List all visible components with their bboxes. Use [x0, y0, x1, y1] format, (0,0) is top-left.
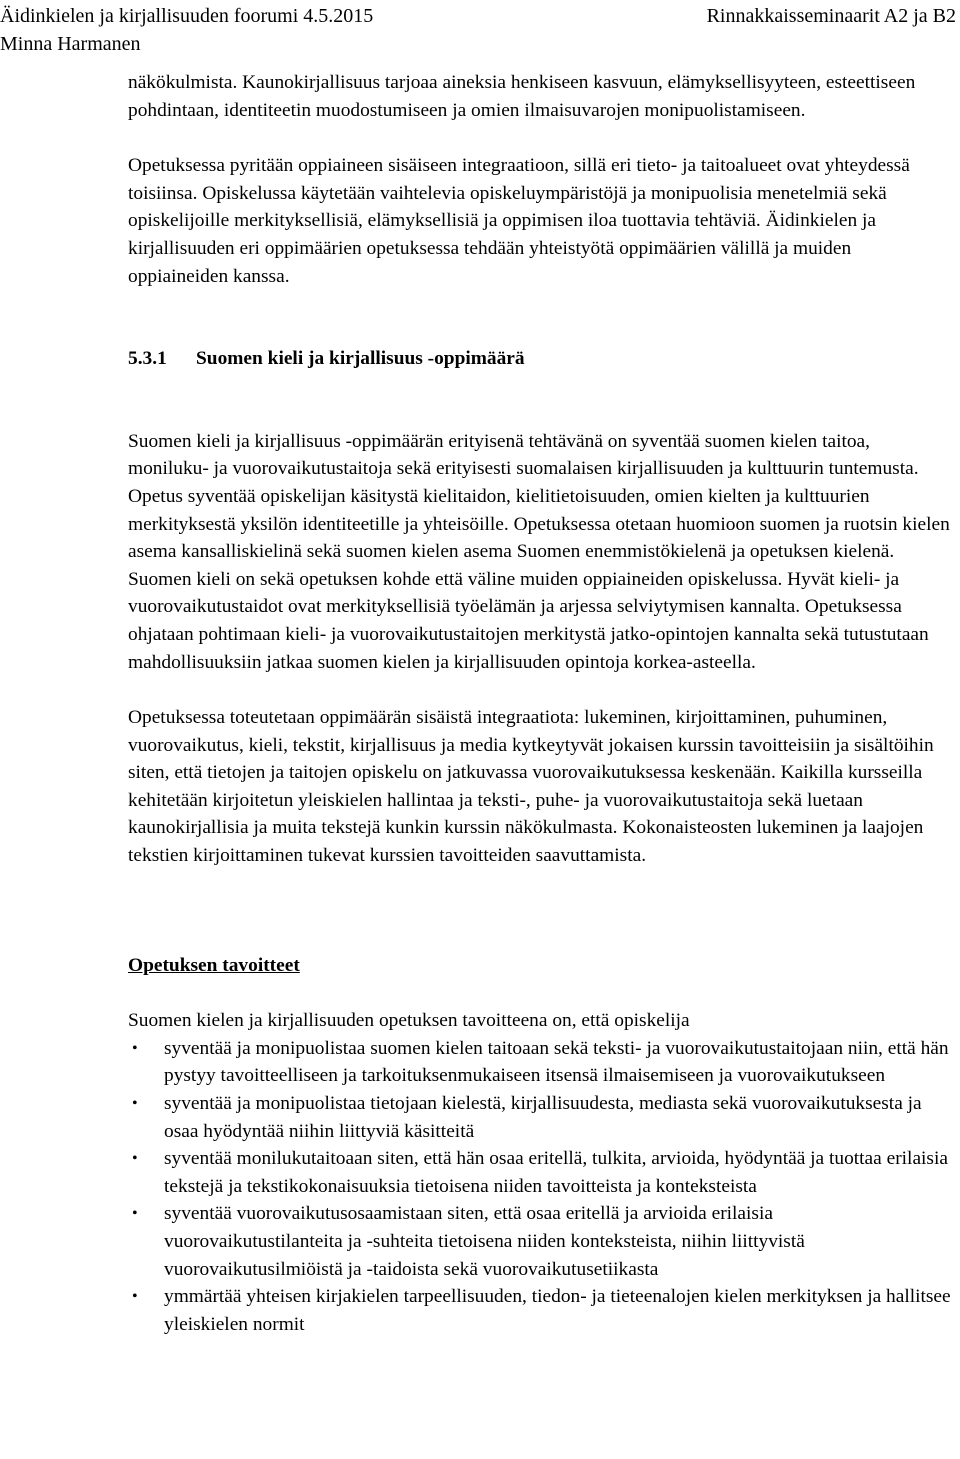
header-row-2	[0, 30, 960, 58]
intro-paragraph-1: näkökulmista. Kaunokirjallisuus tarjoaa aineksia henkiseen kasvuun, elämyksellisyyteen, esteettiseen pohdintaan, identiteetin muodostumiseen ja omien ilmaisuvarojen monipuolistamiseen.	[128, 72, 916, 121]
section-title: Suomen kieli ja kirjallisuus -oppimäärä	[196, 348, 525, 370]
list-item-text: ymmärtää yhteisen kirjakielen tarpeellisuuden, tiedon- ja tieteenalojen kielen merkityksen ja hallitsee yleiskielen normit	[164, 1286, 951, 1335]
document-body	[128, 69, 954, 1338]
list-item	[128, 1035, 954, 1090]
section-paragraph-2: Opetuksessa toteutetaan oppimäärän sisäistä integraatiota: lukeminen, kirjoittaminen, puhuminen, vuorovaikutus, kieli, tekstit, kirjallisuus ja media kytkeytyvät jokaisen kurssin tavoitteisiin ja sisältöihin siten, että tietojen ja taitojen opiskelu on jatkuvassa vuorovaikutuksessa keskenään. Kaikilla kursseilla kehitetään kirjoitetun yleiskielen hallintaa ja teksti-, puhe- ja vuorovaikutustaitoja sekä luetaan kaunokirjallisia ja muita tekstejä kunkin kurssin näkökulmasta. Kokonaisteosten lukeminen ja laajojen tekstien kirjoittaminen tukevat kurssien tavoitteiden saavuttamista.	[128, 707, 934, 867]
bullet-icon: •	[132, 1095, 138, 1113]
header-forum-title: Äidinkielen ja kirjallisuuden foorumi 4.5.2015	[0, 5, 374, 27]
page-header	[0, 2, 960, 58]
header-row-1	[0, 2, 960, 30]
goals-intro: Suomen kielen ja kirjallisuuden opetuksen tavoitteena on, että opiskelija	[128, 1010, 690, 1032]
header-author: Minna Harmanen	[0, 33, 141, 55]
list-item-text: syventää ja monipuolistaa suomen kielen taitoaan sekä teksti- ja vuorovaikutustaitojaan niin, että hän pystyy tavoitteelliseen ja tarkoituksenmukaiseen itsensä ilmaisemiseen ja vuorovaikutukseen	[164, 1037, 949, 1087]
header-seminar-title: Rinnakkaisseminaarit A2 ja B2	[706, 5, 956, 27]
bullet-icon: •	[132, 1288, 138, 1306]
list-item	[128, 1283, 954, 1338]
bullet-icon: •	[132, 1150, 138, 1168]
section-paragraph-1: Suomen kieli ja kirjallisuus -oppimäärän erityisenä tehtävänä on syventää suomen kielen taitoa, moniluku- ja vuorovaikutustaitoja sekä erityisesti suomalaisen kirjallisuuden ja kulttuurin tuntemusta. Opetus syventää opiskelijan käsitystä kielitaidon, kielitietoisuuden, omien kielten ja kulttuurien merkityksestä yksilön identiteetille ja yhteisöille. Opetuksessa otetaan huomioon suomen ja ruotsin kielen asema kansalliskielinä sekä suomen kielen asema Suomen enemmistökielenä ja opetuksen kielenä. Suomen kieli on sekä opetuksen kohde että väline muiden oppiaineiden opiskelussa. Hyvät kieli- ja vuorovaikutustaidot ovat merkityksellisiä työelämän ja arjessa selviytymisen kannalta. Opetuksessa ohjataan pohtimaan kieli- ja vuorovaikutustaitojen merkitystä jatko-opintojen kannalta sekä tutustutaan mahdollisuuksiin jatkaa suomen kielen ja kirjallisuuden opintoja korkea-asteella.	[128, 430, 950, 673]
list-item	[128, 1200, 954, 1283]
list-item	[128, 1090, 954, 1145]
list-item-text: syventää vuorovaikutusosaamistaan siten, että osaa eritellä ja arvioida erilaisia vuorovaikutustilanteita ja -suhteita tietoisena niiden konteksteista, niihin liittyvistä vuorovaikutusilmiöistä ja -taidoista sekä vuorovaikutusetiikasta	[164, 1203, 805, 1280]
list-item-text: syventää monilukutaitoaan siten, että hän osaa eritellä, tulkita, arvioida, hyödyntää ja tuottaa erilaisia tekstejä ja tekstikokonaisuuksia tietoisena niiden tavoitteista ja konteksteista	[164, 1148, 948, 1197]
goals-heading: Opetuksen tavoitteet	[128, 954, 300, 976]
list-item	[128, 1145, 954, 1200]
bullet-icon: •	[132, 1039, 138, 1057]
section-heading	[128, 345, 954, 373]
list-item-text: syventää ja monipuolistaa tietojaan kielestä, kirjallisuudesta, mediasta sekä vuorovaikutuksesta ja osaa hyödyntää niihin liittyviä käsitteitä	[164, 1093, 922, 1142]
bullet-icon: •	[132, 1205, 138, 1223]
intro-paragraph-2: Opetuksessa pyritään oppiaineen sisäiseen integraatioon, sillä eri tieto- ja taitoalueet ovat yhteydessä toisiinsa. Opiskelussa käytetään vaihtelevia opiskeluympäristöjä ja monipuolisia menetelmiä sekä opiskelijoille merkityksellisiä, elämyksellisiä ja oppimisen iloa tuottavia tehtäviä. Äidinkielen ja kirjallisuuden eri oppimäärien opetuksessa tehdään yhteistyötä oppimäärien välillä ja muiden oppiaineiden kanssa.	[128, 155, 910, 287]
goals-list	[128, 1035, 954, 1339]
section-number: 5.3.1	[128, 348, 167, 370]
